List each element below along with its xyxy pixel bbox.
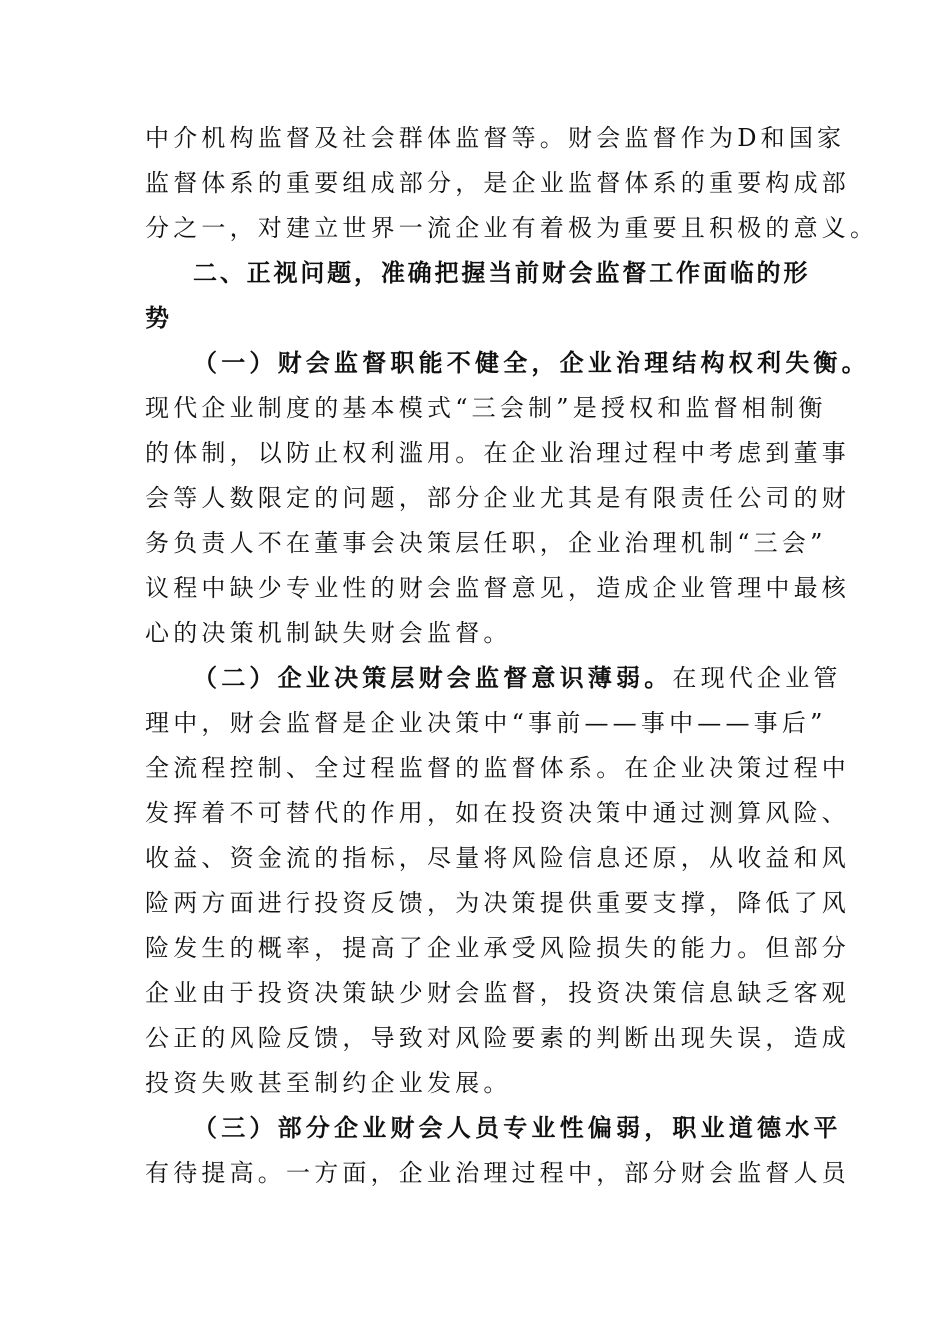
- body-line: 收益、资金流的指标，尽量将风险信息还原，从收益和风: [145, 844, 850, 872]
- section-heading: 二、正视问题，准确把握当前财会监督工作面临的形: [193, 259, 810, 287]
- subsection-heading: [193, 1106, 842, 1151]
- subsection-lead: （三）部分企业财会人员专业性偏弱，职业道德水平: [193, 1114, 842, 1142]
- body-line: 议程中缺少专业性的财会监督意见，造成企业管理中最核: [145, 574, 850, 602]
- body-line: 投资失败甚至制约企业发展。: [145, 1069, 512, 1097]
- body-line: 现代企业制度的基本模式“三会制”是授权和监督相制衡: [145, 394, 827, 422]
- body-line: 有待提高。一方面，企业治理过程中，部分财会监督人员: [145, 1159, 850, 1187]
- body-line: 险两方面进行投资反馈，为决策提供重要支撑，降低了风: [145, 889, 850, 917]
- body-line: 会等人数限定的问题，部分企业尤其是有限责任公司的财: [145, 484, 850, 512]
- body-line: 全流程控制、全过程监督的监督体系。在企业决策过程中: [145, 754, 850, 782]
- body-line: 分之一，对建立世界一流企业有着极为重要且积极的意义。: [145, 214, 879, 242]
- body-line: 心的决策机制缺失财会监督。: [145, 619, 512, 647]
- section-heading-continued: 势: [145, 304, 172, 332]
- body-line: 险发生的概率，提高了企业承受风险损失的能力。但部分: [145, 934, 850, 962]
- body-line: 理中，财会监督是企业决策中“事前——事中——事后”: [145, 709, 827, 737]
- body-line: 中介机构监督及社会群体监督等。财会监督作为D和国家: [145, 124, 846, 152]
- body-line: 发挥着不可替代的作用，如在投资决策中通过测算风险、: [145, 799, 850, 827]
- body-line: 企业由于投资决策缺少财会监督，投资决策信息缺乏客观: [145, 979, 850, 1007]
- body-line: 公正的风险反馈，导致对风险要素的判断出现失误，造成: [145, 1024, 850, 1052]
- subsection-heading: [193, 341, 870, 386]
- body-line: 监督体系的重要组成部分，是企业监督体系的重要构成部: [145, 169, 850, 197]
- subsection-lead: （一）财会监督职能不健全，企业治理结构权利失衡。: [193, 349, 870, 377]
- subsection-heading: [193, 656, 842, 701]
- body-line: 务负责人不在董事会决策层任职，企业治理机制“三会”: [145, 529, 827, 557]
- subsection-lead: （二）企业决策层财会监督意识薄弱。: [193, 664, 673, 692]
- body-line: 的体制，以防止权利滥用。在企业治理过程中考虑到董事: [145, 439, 850, 467]
- body-text: 在现代企业管: [672, 664, 842, 692]
